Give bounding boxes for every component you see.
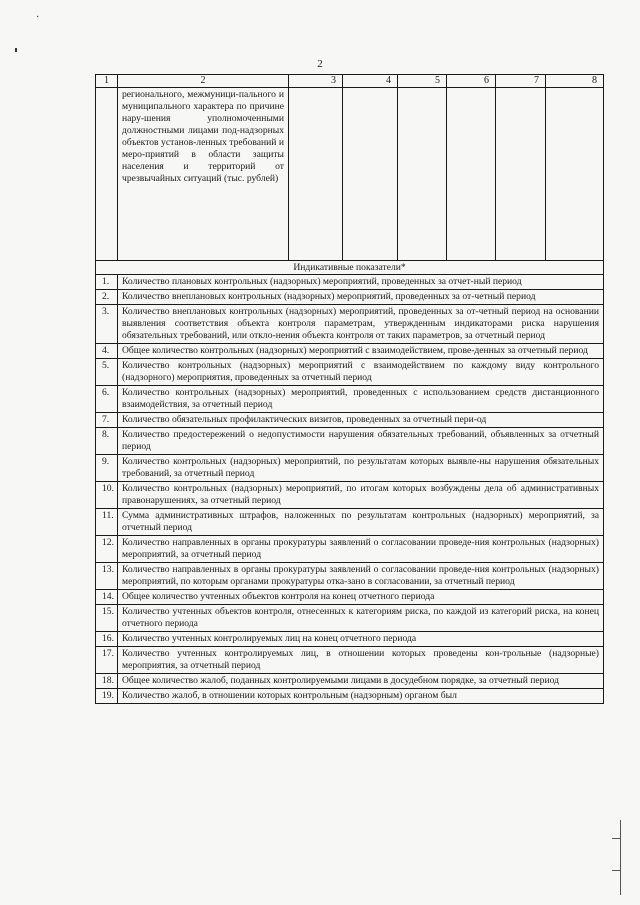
indicator-number: 15. — [96, 605, 118, 632]
indicator-number: 18. — [96, 674, 118, 689]
indicator-row — [96, 509, 604, 536]
indicator-row — [96, 689, 604, 704]
indicator-row — [96, 563, 604, 590]
indicator-text: Количество плановых контрольных (надзорных) мероприятий, проведенных за отчет-ный период — [118, 275, 604, 290]
scan-edge-mark — [612, 870, 620, 871]
column-number: 3 — [289, 75, 343, 88]
indicator-text: Количество внеплановых контрольных (надзорных) мероприятий, проведенных за от-четный период на основании выявления соответствия объекта контроля параметрам, утвержденным индикаторами риска нарушения обязательных требований, или откло-нения объекта контроля от таких параметров, за отчетный период — [118, 305, 604, 344]
indicator-number: 16. — [96, 632, 118, 647]
indicator-number: 5. — [96, 359, 118, 386]
indicator-row — [96, 482, 604, 509]
indicator-number: 1. — [96, 275, 118, 290]
indicator-row — [96, 536, 604, 563]
section-title: Индикативные показатели* — [96, 261, 604, 275]
indicator-row — [96, 590, 604, 605]
table-row — [96, 88, 604, 261]
indicator-row — [96, 386, 604, 413]
indicator-text: Количество учтенных контролируемых лиц, в отношении которых проведены кон-трольные (надзорные) мероприятия, за отчетный период — [118, 647, 604, 674]
indicator-text: Общее количество жалоб, поданных контролируемыми лицами в досудебном порядке, за отчетный период — [118, 674, 604, 689]
indicator-row — [96, 632, 604, 647]
column-number: 7 — [496, 75, 546, 88]
column-number: 2 — [118, 75, 289, 88]
indicator-text: Количество предостережений о недопустимости нарушения обязательных требований, объявленных за отчетный период — [118, 428, 604, 455]
indicator-row — [96, 413, 604, 428]
indicator-number: 10. — [96, 482, 118, 509]
indicator-number: 6. — [96, 386, 118, 413]
value-cell — [447, 88, 496, 261]
row-description: регионального, межмуници-пального и муниципального характера по причине нару-шения уполномоченными должностными лицами под-надзорных объектов установ-ленных требований и меро-приятий в области защиты населения и территорий от чрезвычайных ситуаций (тыс. рублей) — [118, 88, 289, 261]
indicator-text: Количество внеплановых контрольных (надзорных) мероприятий, проведенных за от-четный период — [118, 290, 604, 305]
indicator-number: 4. — [96, 344, 118, 359]
indicator-text: Количество направленных в органы прокуратуры заявлений о согласовании проведе-ния контрольных (надзорных) мероприятий, по которым органами прокуратуры отка-зано в согласовании, за отчетный период — [118, 563, 604, 590]
indicator-row — [96, 359, 604, 386]
indicator-number: 19. — [96, 689, 118, 704]
indicator-text: Количество контрольных (надзорных) мероприятий, проведенных с использованием средств дистанционного взаимодействия, за отчетный период — [118, 386, 604, 413]
column-number: 4 — [343, 75, 398, 88]
indicator-text: Общее количество контрольных (надзорных) мероприятий с взаимодействием, прове-денных за отчетный период — [118, 344, 604, 359]
scan-edge-mark — [612, 838, 620, 839]
indicator-number: 14. — [96, 590, 118, 605]
indicator-text: Количество учтенных объектов контроля, отнесенных к категориям риска, по каждой из категорий риска, на конец отчетного периода — [118, 605, 604, 632]
indicator-text: Общее количество учтенных объектов контроля на конец отчетного периода — [118, 590, 604, 605]
column-number-row — [96, 75, 604, 88]
column-number: 1 — [96, 75, 118, 88]
column-number: 6 — [447, 75, 496, 88]
indicators-table — [95, 74, 604, 704]
indicator-text: Количество контрольных (надзорных) мероприятий, по итогам которых возбуждены дела об административных правонарушениях, за отчетный период — [118, 482, 604, 509]
indicator-row — [96, 290, 604, 305]
indicator-row — [96, 344, 604, 359]
column-number: 8 — [546, 75, 604, 88]
indicator-number: 17. — [96, 647, 118, 674]
indicator-number: 11. — [96, 509, 118, 536]
value-cell — [343, 88, 398, 261]
scan-edge-line — [620, 820, 621, 895]
section-header-row — [96, 261, 604, 275]
scan-tick — [15, 48, 17, 52]
indicator-number: 13. — [96, 563, 118, 590]
value-cell — [398, 88, 447, 261]
scan-mark: · — [36, 12, 40, 23]
indicator-text: Количество контрольных (надзорных) мероприятий, по результатам которых выявле-ны нарушения обязательных требований, за отчетный период — [118, 455, 604, 482]
indicator-row — [96, 305, 604, 344]
indicator-number: 8. — [96, 428, 118, 455]
indicator-number: 9. — [96, 455, 118, 482]
indicator-row — [96, 674, 604, 689]
report-table-sheet — [95, 74, 603, 704]
column-number: 5 — [398, 75, 447, 88]
row-number-cell — [96, 88, 118, 261]
indicator-text: Количество жалоб, в отношении которых контрольным (надзорным) органом был — [118, 689, 604, 704]
value-cell — [289, 88, 343, 261]
indicator-row — [96, 428, 604, 455]
indicator-text: Количество обязательных профилактических визитов, проведенных за отчетный пери-од — [118, 413, 604, 428]
indicator-number: 3. — [96, 305, 118, 344]
indicator-text: Количество контрольных (надзорных) мероприятий с взаимодействием по каждому виду контрольного (надзорного) мероприятия, проведенных за отчетный период — [118, 359, 604, 386]
page-number: 2 — [317, 58, 323, 70]
indicator-text: Сумма административных штрафов, наложенных по результатам контрольных (надзорных) мероприятий, за отчетный период — [118, 509, 604, 536]
indicator-row — [96, 455, 604, 482]
indicator-row — [96, 275, 604, 290]
indicator-number: 2. — [96, 290, 118, 305]
value-cell — [546, 88, 604, 261]
indicator-number: 7. — [96, 413, 118, 428]
indicator-row — [96, 647, 604, 674]
indicator-text: Количество направленных в органы прокуратуры заявлений о согласовании проведе-ния контрольных (надзорных) мероприятий, за отчетный период — [118, 536, 604, 563]
value-cell — [496, 88, 546, 261]
indicator-number: 12. — [96, 536, 118, 563]
indicator-text: Количество учтенных контролируемых лиц на конец отчетного периода — [118, 632, 604, 647]
indicator-row — [96, 605, 604, 632]
